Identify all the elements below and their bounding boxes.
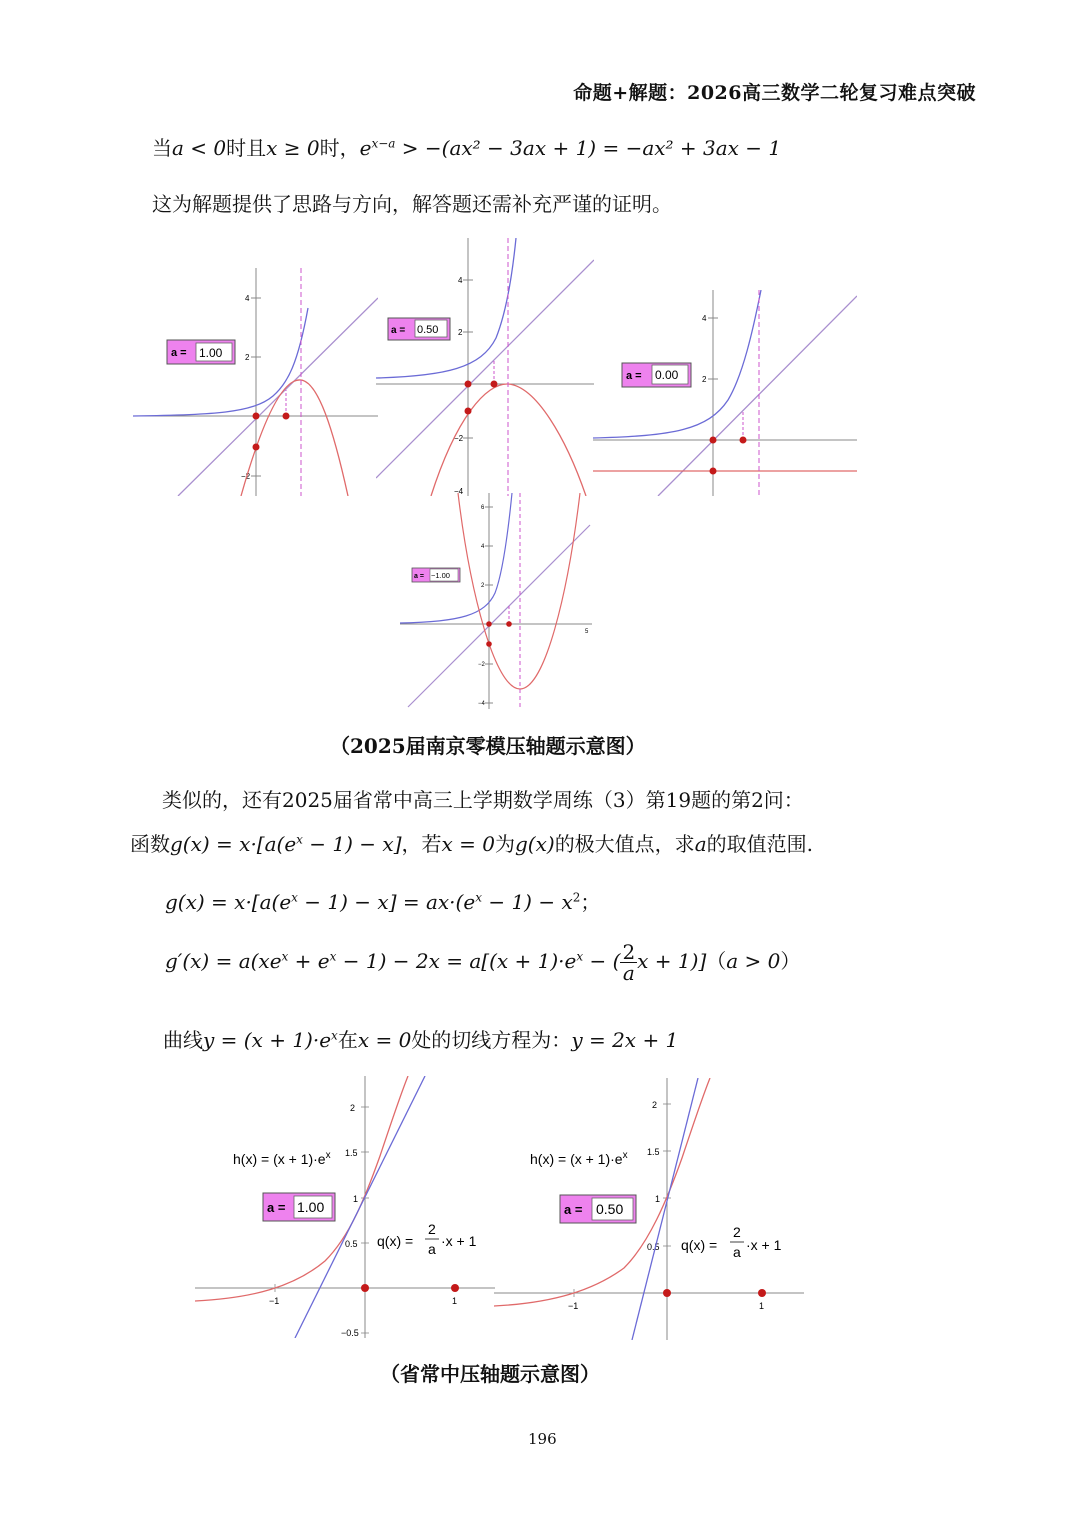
tick-label: −2 xyxy=(478,662,485,668)
point-dot xyxy=(710,437,717,444)
text: ，若 xyxy=(401,832,442,856)
graph-h-a-1 xyxy=(195,1076,495,1338)
tick-label: 2 xyxy=(458,328,463,337)
slider-label: a = xyxy=(267,1200,286,1215)
tick-label: 2 xyxy=(652,1100,658,1110)
slider-box[interactable] xyxy=(388,318,450,340)
slider-box[interactable] xyxy=(167,340,235,364)
tick-label: 0.5 xyxy=(647,1242,660,1252)
text: 在 xyxy=(337,1028,358,1052)
tick-label: −0.5 xyxy=(341,1328,359,1338)
tangent-line xyxy=(658,296,857,496)
text: 为 xyxy=(495,832,515,856)
point-dot xyxy=(283,413,290,420)
tick-label: −2 xyxy=(241,472,251,481)
tick-label: −4 xyxy=(454,487,464,496)
text-and: 时且 xyxy=(226,136,267,160)
slider-label: a = xyxy=(171,347,187,359)
cond-a: a < 0 xyxy=(172,136,227,160)
tick-label: 1.5 xyxy=(345,1148,358,1158)
equation-gprime xyxy=(165,942,800,983)
q-tail: ·x + 1 xyxy=(441,1233,477,1249)
math-sup: 2 xyxy=(572,890,581,905)
point-dot xyxy=(710,468,717,475)
text: ； xyxy=(580,890,601,914)
point-dot xyxy=(451,1284,459,1292)
parabola-curve xyxy=(241,380,348,496)
tick-label: 1.5 xyxy=(647,1147,660,1157)
math: a > 0 xyxy=(726,949,781,973)
tick-label: 2 xyxy=(245,353,250,362)
math: − 1) − 2x = a[(x + 1)·e xyxy=(336,949,577,973)
problem-statement xyxy=(130,828,813,857)
point-dot xyxy=(740,437,747,444)
q-function-label: q(x) = xyxy=(681,1237,718,1253)
text-when: 当 xyxy=(152,136,172,160)
slider-value: 0.50 xyxy=(417,324,439,336)
math: g(x) = x·[a(e xyxy=(165,890,292,914)
text: 的取值范围. xyxy=(706,832,813,856)
tick-label: 4 xyxy=(702,314,707,323)
text: 的极大值点，求 xyxy=(554,832,695,856)
math: g(x) xyxy=(515,832,555,856)
math: x + 1)] xyxy=(637,949,707,973)
text: 处的切线方程为： xyxy=(411,1028,572,1052)
tick-label: −1 xyxy=(269,1296,280,1306)
graph-a-0 xyxy=(593,290,857,496)
slider-value: 0.50 xyxy=(596,1201,624,1217)
slider-box[interactable] xyxy=(560,1195,636,1223)
slider-value: 0.00 xyxy=(655,368,679,382)
exp-power: x−a xyxy=(371,136,396,151)
tick-label: 2 xyxy=(350,1103,356,1113)
text: （ xyxy=(706,949,727,973)
math-sup: x xyxy=(291,890,298,905)
tick-label: 5 xyxy=(585,629,589,635)
math: g(x) = x·[a(e xyxy=(170,832,297,856)
fraction xyxy=(620,942,637,983)
h-function-label: $h(x) = (x + 1)\cdot e^x$ xyxy=(233,1150,331,1167)
tick-label: −4 xyxy=(478,701,485,707)
graph-a-neg-1 xyxy=(400,493,592,709)
math: y = 2x + 1 xyxy=(571,1028,679,1052)
tick-label: 0.5 xyxy=(345,1239,358,1249)
exp-curve xyxy=(400,493,512,623)
math-sup: x xyxy=(475,890,482,905)
running-header: 命题+解题：2026高三数学二轮复习难点突破 xyxy=(573,82,976,104)
point-dot xyxy=(758,1289,766,1297)
remark-line: 这为解题提供了思路与方向，解答题还需补充严谨的证明。 xyxy=(152,192,672,216)
q-frac-den: a xyxy=(733,1244,741,1260)
point-dot xyxy=(486,621,492,627)
math: − 1) − x xyxy=(481,890,573,914)
point-dot xyxy=(465,408,472,415)
q-frac-num: 2 xyxy=(733,1224,741,1240)
slider-label: a = xyxy=(414,573,424,580)
point-dot xyxy=(506,621,512,627)
slider-label: a = xyxy=(391,325,406,336)
text: ） xyxy=(780,949,801,973)
math: x = 0 xyxy=(357,1028,412,1052)
slider-box[interactable] xyxy=(412,568,460,582)
tick-label: −1 xyxy=(568,1301,579,1311)
graph-a-1 xyxy=(133,268,378,496)
math-sup: x xyxy=(329,949,337,964)
caption-nanjing: （2025届南京零模压轴题示意图） xyxy=(330,734,646,758)
q-tail: ·x + 1 xyxy=(746,1237,782,1253)
h-curve xyxy=(195,1076,408,1301)
slider-value: 1.00 xyxy=(199,346,223,360)
point-dot xyxy=(491,381,498,388)
point-dot xyxy=(486,641,492,647)
math: + e xyxy=(288,949,330,973)
math: a xyxy=(694,832,707,856)
caption-changzhou: （省常中压轴题示意图） xyxy=(380,1362,600,1386)
inequality-rhs: > −(ax² − 3ax + 1) = −ax² + 3ax − 1 xyxy=(395,136,782,160)
cond-x: x ≥ 0 xyxy=(266,136,320,160)
math: y = (x + 1)·e xyxy=(203,1028,332,1052)
math: − 1) − x] xyxy=(302,832,402,856)
tick-label: 1 xyxy=(655,1194,661,1204)
graph-a-0-5 xyxy=(376,238,594,496)
q-frac-den: a xyxy=(428,1241,436,1257)
tangent-statement xyxy=(163,1024,678,1053)
paragraph-intro: 类似的，还有2025届省常中高三上学期数学周练（3）第19题的第2问： xyxy=(162,788,804,812)
parabola-curve xyxy=(458,493,580,689)
tick-label: 6 xyxy=(481,505,485,511)
math: − ( xyxy=(583,949,621,973)
math-sup: x xyxy=(576,949,584,964)
tangent-line xyxy=(376,260,594,478)
h-function-label: $h(x) = (x + 1)\cdot e^x$ xyxy=(530,1150,628,1167)
slider-value: 1.00 xyxy=(297,1199,325,1215)
frac-num: 2 xyxy=(622,940,636,964)
tangent-line xyxy=(408,525,590,707)
tick-label: 1 xyxy=(452,1296,458,1306)
tick-label: −2 xyxy=(454,434,464,443)
exp-curve xyxy=(376,238,516,378)
frac-den: a xyxy=(622,961,635,985)
tick-label: 4 xyxy=(481,544,485,550)
page-number: 196 xyxy=(528,1430,557,1448)
tick-label: 2 xyxy=(702,375,707,384)
tangent-line xyxy=(178,298,378,496)
slider-label: a = xyxy=(564,1202,583,1217)
q-line xyxy=(632,1078,698,1340)
graph-h-a-0-5 xyxy=(494,1078,804,1340)
text: 曲线 xyxy=(163,1028,203,1052)
exp-base: e xyxy=(359,136,372,160)
slider-value: −1.00 xyxy=(431,571,450,580)
condition-line xyxy=(152,132,781,161)
tick-label: 2 xyxy=(481,583,485,589)
math-sup: x xyxy=(296,832,303,847)
math: g′(x) = a(xe xyxy=(165,949,282,973)
text-then: 时， xyxy=(319,136,360,160)
point-dot xyxy=(253,444,260,451)
point-dot xyxy=(465,381,472,388)
point-dot xyxy=(253,413,260,420)
tick-label: 1 xyxy=(759,1301,765,1311)
tick-label: 4 xyxy=(245,294,250,303)
tick-label: 4 xyxy=(458,276,463,285)
slider-box[interactable] xyxy=(622,363,691,387)
math: − 1) − x] = ax·(e xyxy=(297,890,476,914)
math-sup: x xyxy=(281,949,289,964)
math: x = 0 xyxy=(441,832,495,856)
slider-box[interactable] xyxy=(263,1193,335,1221)
text: 函数 xyxy=(130,832,170,856)
q-function-label: q(x) = xyxy=(377,1233,414,1249)
slider-label: a = xyxy=(626,370,642,382)
h-curve xyxy=(494,1078,710,1306)
equation-g xyxy=(165,886,600,915)
math-sup: x xyxy=(331,1028,338,1043)
point-dot xyxy=(663,1289,671,1297)
point-dot xyxy=(361,1284,369,1292)
q-frac-num: 2 xyxy=(428,1221,436,1237)
tick-label: 1 xyxy=(353,1194,359,1204)
